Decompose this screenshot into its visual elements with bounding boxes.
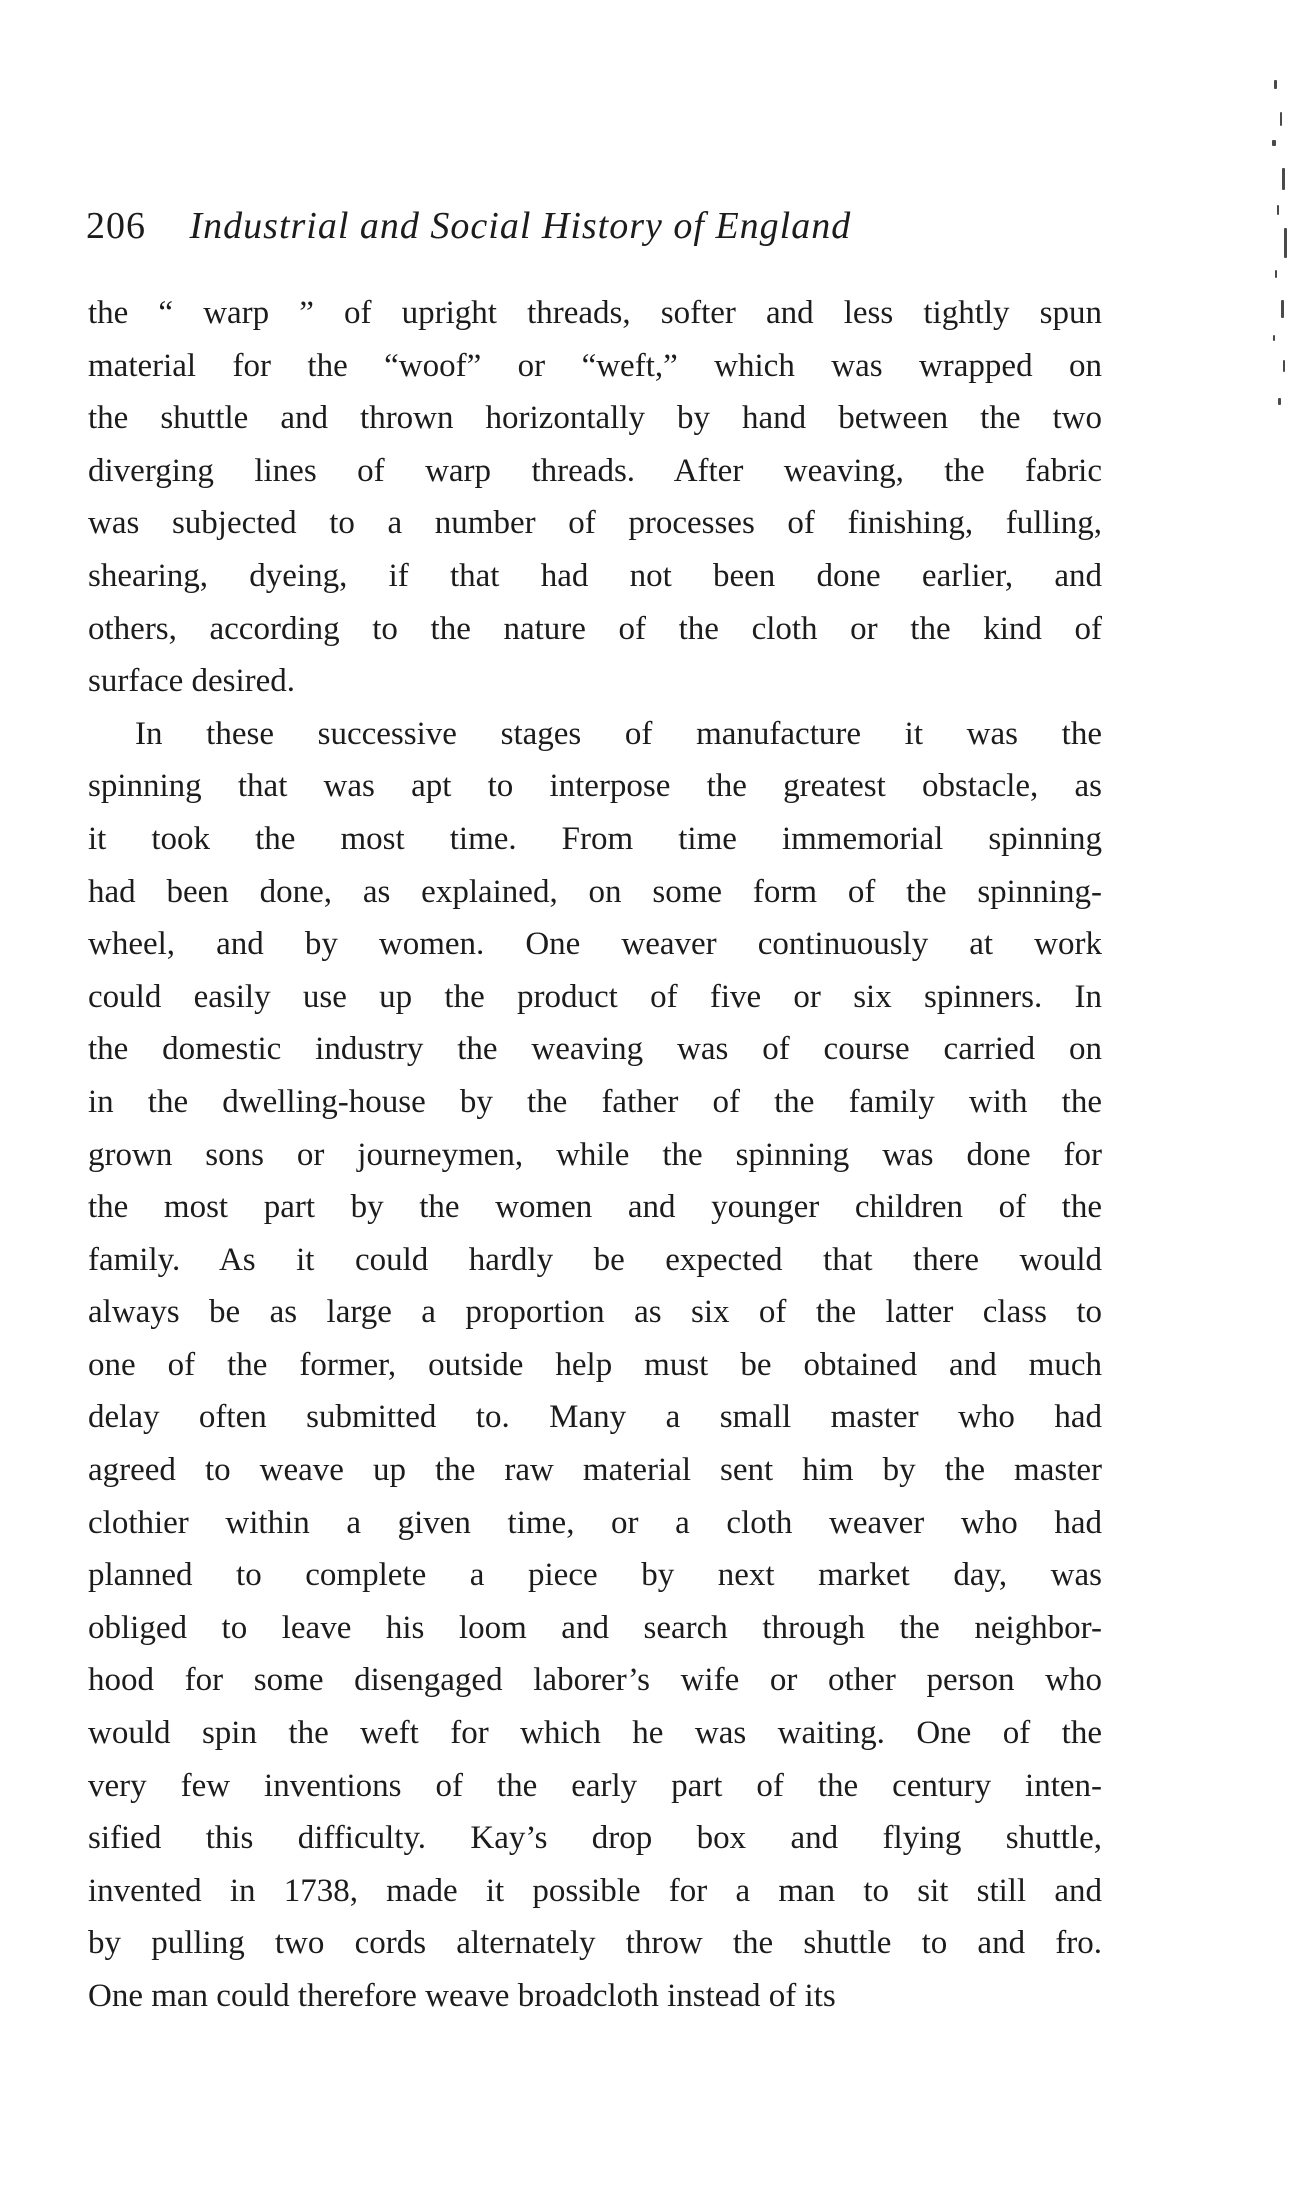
paragraph <box>88 287 1102 708</box>
text-line: the “ warp ” of upright threads, softer and less tightly spun <box>88 295 1102 331</box>
paragraph <box>88 708 1102 2023</box>
text-line: diverging lines of warp threads. After weaving, the fabric <box>88 452 1102 489</box>
text-line: hood for some disengaged laborer’s wife or other person who <box>88 1662 1102 1699</box>
text-line: grown sons or journeymen, while the spinning was done for <box>88 1136 1102 1173</box>
text-line: in the dwelling-house by the father of the family with the <box>88 1083 1102 1120</box>
text-line: shearing, dyeing, if that had not been done earlier, and <box>88 557 1102 594</box>
text-line: would spin the weft for which he was waiting. One of the <box>88 1715 1102 1752</box>
text-line: could easily use up the product of five or six spinners. In <box>88 978 1102 1015</box>
text-line: sified this difficulty. Kay’s drop box and flying shuttle, <box>88 1820 1102 1857</box>
scan-edge-marks <box>1260 0 1300 440</box>
text-line: invented in 1738, made it possible for a man to sit still and <box>88 1872 1102 1909</box>
text-line: it took the most time. From time immemorial spinning <box>88 820 1102 857</box>
text-line: others, according to the nature of the cloth or the kind of <box>88 610 1102 647</box>
text-line: had been done, as explained, on some form of the spinning- <box>88 873 1102 910</box>
text-line: One man could therefore weave broadcloth instead of its <box>88 1978 836 2014</box>
page-number: 206 <box>86 205 146 247</box>
text-line: In these successive stages of manufacture it was the <box>135 715 1102 752</box>
body-text <box>88 287 1102 2023</box>
text-line: clothier within a given time, or a cloth weaver who had <box>88 1504 1102 1541</box>
text-line: surface desired. <box>88 663 296 700</box>
text-line: obliged to leave his loom and search through the neighbor- <box>88 1609 1102 1646</box>
text-line: one of the former, outside help must be obtained and much <box>88 1346 1102 1383</box>
text-line: always be as large a proportion as six of the latter class to <box>88 1294 1102 1331</box>
text-line: delay often submitted to. Many a small master who had <box>88 1399 1102 1436</box>
text-line: was subjected to a number of processes of finishing, fulling, <box>88 505 1102 542</box>
text-line: planned to complete a piece by next market day, was <box>88 1557 1102 1594</box>
running-title: Industrial and Social History of England <box>189 205 852 247</box>
text-line: agreed to weave up the raw material sent him by the master <box>88 1452 1102 1489</box>
text-line: material for the “woof” or “weft,” which was wrapped on <box>88 347 1102 384</box>
text-line: wheel, and by women. One weaver continuously at work <box>88 926 1102 963</box>
text-line: very few inventions of the early part of the century inten- <box>88 1767 1102 1804</box>
text-line: the shuttle and thrown horizontally by hand between the two <box>88 400 1102 437</box>
text-line: by pulling two cords alternately throw the shuttle to and fro. <box>88 1925 1102 1962</box>
text-line: family. As it could hardly be expected that there would <box>88 1241 1102 1278</box>
text-line: the domestic industry the weaving was of course carried on <box>88 1031 1102 1068</box>
text-line: spinning that was apt to interpose the greatest obstacle, as <box>88 768 1102 805</box>
text-line: the most part by the women and younger children of the <box>88 1189 1102 1226</box>
running-header <box>86 196 1086 256</box>
